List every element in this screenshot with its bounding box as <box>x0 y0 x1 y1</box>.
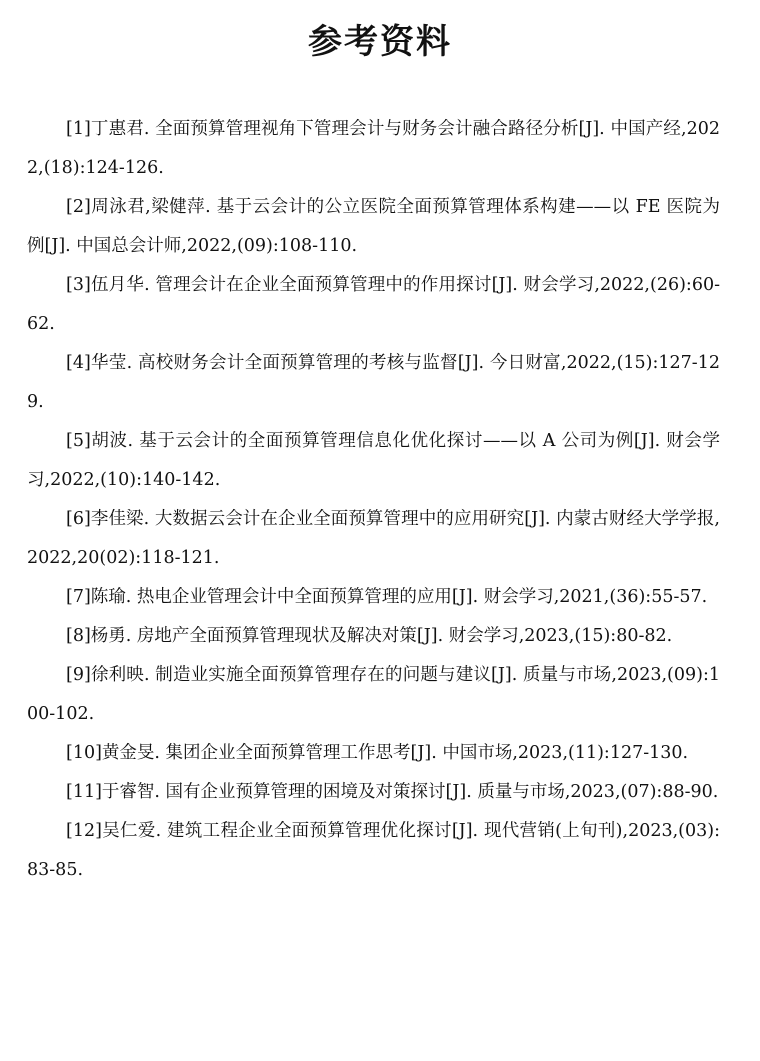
reference-item: [2]周泳君,梁健萍. 基于云会计的公立医院全面预算管理体系构建——以 FE 医院为例[J]. 中国总会计师,2022,(09):108-110. <box>27 197 720 256</box>
reference-list <box>27 110 720 890</box>
reference-item: [9]徐利映. 制造业实施全面预算管理存在的问题与建议[J]. 质量与市场,2023,(09):100-102. <box>27 665 720 724</box>
reference-item: [1]丁惠君. 全面预算管理视角下管理会计与财务会计融合路径分析[J]. 中国产经,2022,(18):124-126. <box>27 119 720 178</box>
reference-item: [10]黄金旻. 集团企业全面预算管理工作思考[J]. 中国市场,2023,(11):127-130. <box>66 743 689 763</box>
reference-item: [11]于睿智. 国有企业预算管理的困境及对策探讨[J]. 质量与市场,2023,(07):88-90. <box>66 782 719 802</box>
reference-item: [5]胡波. 基于云会计的全面预算管理信息化优化探讨——以 A 公司为例[J]. 财会学习,2022,(10):140-142. <box>27 431 720 490</box>
reference-item: [4]华莹. 高校财务会计全面预算管理的考核与监督[J]. 今日财富,2022,(15):127-129. <box>27 353 720 412</box>
reference-item: [3]伍月华. 管理会计在企业全面预算管理中的作用探讨[J]. 财会学习,2022,(26):60-62. <box>27 275 720 334</box>
reference-item: [7]陈瑜. 热电企业管理会计中全面预算管理的应用[J]. 财会学习,2021,(36):55-57. <box>66 587 708 607</box>
reference-item: [6]李佳梁. 大数据云会计在企业全面预算管理中的应用研究[J]. 内蒙古财经大学学报,2022,20(02):118-121. <box>27 509 720 568</box>
reference-item: [8]杨勇. 房地产全面预算管理现状及解决对策[J]. 财会学习,2023,(15):80-82. <box>66 626 673 646</box>
reference-item: [12]吴仁爱. 建筑工程企业全面预算管理优化探讨[J]. 现代营销(上旬刊),2023,(03):83-85. <box>27 821 720 880</box>
page-title: 参考资料 <box>308 22 452 62</box>
